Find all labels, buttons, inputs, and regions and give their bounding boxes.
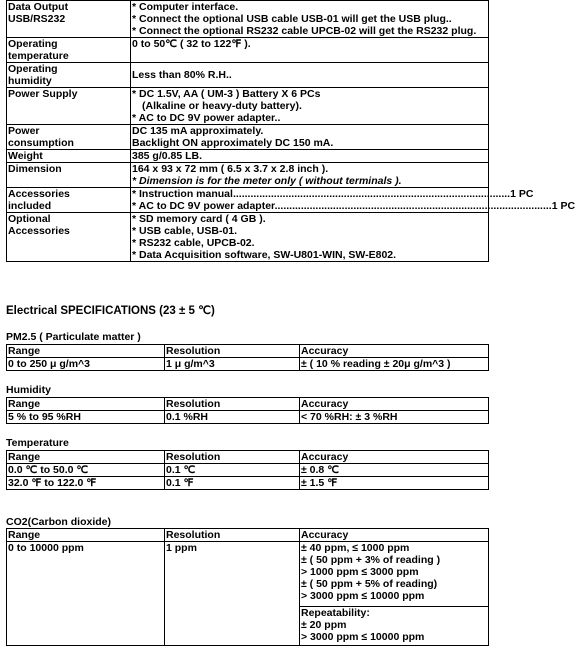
accuracy-header: Accuracy bbox=[300, 451, 489, 464]
spec-value: * Computer interface. * Connect the optional USB cable USB-01 will get the USB plug.. * Connect the optional RS232 cable UPCB-02 will get the RS232 plug. bbox=[131, 1, 489, 38]
table-row: 5 % to 95 %RH 0.1 %RH < 70 %RH: ± 3 %RH bbox=[7, 411, 489, 424]
accuracy-header: Accuracy bbox=[300, 398, 489, 411]
spec-label: Operating humidity bbox=[7, 63, 131, 88]
header-row bbox=[7, 529, 489, 542]
spec-value bbox=[131, 188, 576, 213]
accuracy-header: Accuracy bbox=[300, 345, 489, 358]
accessory-item: * Instruction manual............................................................................................... 1 PC bbox=[132, 188, 534, 200]
temperature-table bbox=[6, 450, 489, 490]
spec-row-dimension bbox=[7, 163, 489, 188]
humidity-table bbox=[6, 397, 489, 424]
header-row bbox=[7, 398, 489, 411]
spec-value: * DC 1.5V, AA ( UM-3 ) Battery X 6 PCs (Alkaline or heavy-duty battery). * AC to DC 9V power adapter.. bbox=[131, 88, 489, 125]
spec-row-optional-accessories bbox=[7, 213, 489, 262]
accessory-item: * AC to DC 9V power adapter............................................................................................... 1 PC bbox=[132, 200, 576, 212]
spec-label: Optional Accessories bbox=[7, 213, 131, 262]
spec-value: 164 x 93 x 72 mm ( 6.5 x 3.7 x 2.8 inch ). * Dimension is for the meter only ( without terminals ). bbox=[131, 163, 489, 188]
co2-table bbox=[6, 528, 489, 646]
spec-label: Power consumption bbox=[7, 125, 131, 150]
spec-label: Weight bbox=[7, 150, 131, 163]
electrical-specs-title: Electrical SPECIFICATIONS (23 ± 5 ℃) bbox=[6, 305, 215, 317]
co2-accuracy: ± 40 ppm, ≤ 1000 ppm ± ( 50 ppm + 3% of reading ) > 1000 ppm ≤ 3000 ppm ± ( 50 ppm + 5% of reading) > 3000 ppm ≤ 10000 ppm bbox=[300, 542, 489, 607]
spec-label: Operating temperature bbox=[7, 38, 131, 63]
pm25-table bbox=[6, 344, 489, 371]
spec-label: Dimension bbox=[7, 163, 131, 188]
spec-label: Accessories included bbox=[7, 188, 131, 213]
spec-row-weight bbox=[7, 150, 489, 163]
section-title-temperature: Temperature bbox=[6, 437, 69, 449]
table-row: 32.0 ℉ to 122.0 ℉ 0.1 ℉ ± 1.5 ℉ bbox=[7, 477, 489, 490]
spec-row-power-supply bbox=[7, 88, 489, 125]
spec-row-data-output bbox=[7, 1, 489, 38]
table-row: 0 to 10000 ppm 1 ppm ± 40 ppm, ≤ 1000 ppm ± ( 50 ppm + 3% of reading ) > 1000 ppm ≤ 3000 ppm ± ( 50 ppm + 5% of reading) > 3000 ppm ≤ 10000 ppm bbox=[7, 542, 489, 607]
header-row bbox=[7, 345, 489, 358]
general-specs-table bbox=[6, 0, 576, 262]
section-title-pm25: PM2.5 ( Particulate matter ) bbox=[6, 331, 141, 343]
range-header: Range bbox=[7, 451, 165, 464]
spec-value: 385 g/0.85 LB. bbox=[131, 150, 489, 163]
resolution-header: Resolution bbox=[165, 398, 300, 411]
resolution-header: Resolution bbox=[165, 345, 300, 358]
resolution-header: Resolution bbox=[165, 529, 300, 542]
spec-value: DC 135 mA approximately. Backlight ON approximately DC 150 mA. bbox=[131, 125, 489, 150]
resolution-header: Resolution bbox=[165, 451, 300, 464]
spec-label: Power Supply bbox=[7, 88, 131, 125]
range-header: Range bbox=[7, 398, 165, 411]
spec-row-power-consumption bbox=[7, 125, 489, 150]
spec-value: * SD memory card ( 4 GB ). * USB cable, USB-01. * RS232 cable, UPCB-02. * Data Acquisition software, SW-U801-WIN, SW-E802. bbox=[131, 213, 489, 262]
section-title-humidity: Humidity bbox=[6, 384, 51, 396]
spec-row-accessories-included bbox=[7, 188, 489, 213]
header-row bbox=[7, 451, 489, 464]
spec-value: 0 to 50℃ ( 32 to 122℉ ). bbox=[131, 38, 489, 63]
range-header: Range bbox=[7, 529, 165, 542]
table-row: 0 to 250 μ g/m^3 1 μ g/m^3 ± ( 10 % reading ± 20μ g/m^3 ) bbox=[7, 358, 489, 371]
section-title-co2: CO2(Carbon dioxide) bbox=[6, 516, 112, 528]
range-header: Range bbox=[7, 345, 165, 358]
accuracy-header: Accuracy bbox=[300, 529, 489, 542]
spec-label: Data Output USB/RS232 bbox=[7, 1, 131, 38]
co2-repeatability: Repeatability: ± 20 ppm > 3000 ppm ≤ 10000 ppm bbox=[300, 606, 489, 645]
spec-row-operating-humidity bbox=[7, 63, 489, 88]
spec-row-operating-temperature bbox=[7, 38, 489, 63]
table-row: 0.0 ℃ to 50.0 ℃ 0.1 ℃ ± 0.8 ℃ bbox=[7, 464, 489, 477]
spec-value: Less than 80% R.H.. bbox=[131, 63, 489, 88]
